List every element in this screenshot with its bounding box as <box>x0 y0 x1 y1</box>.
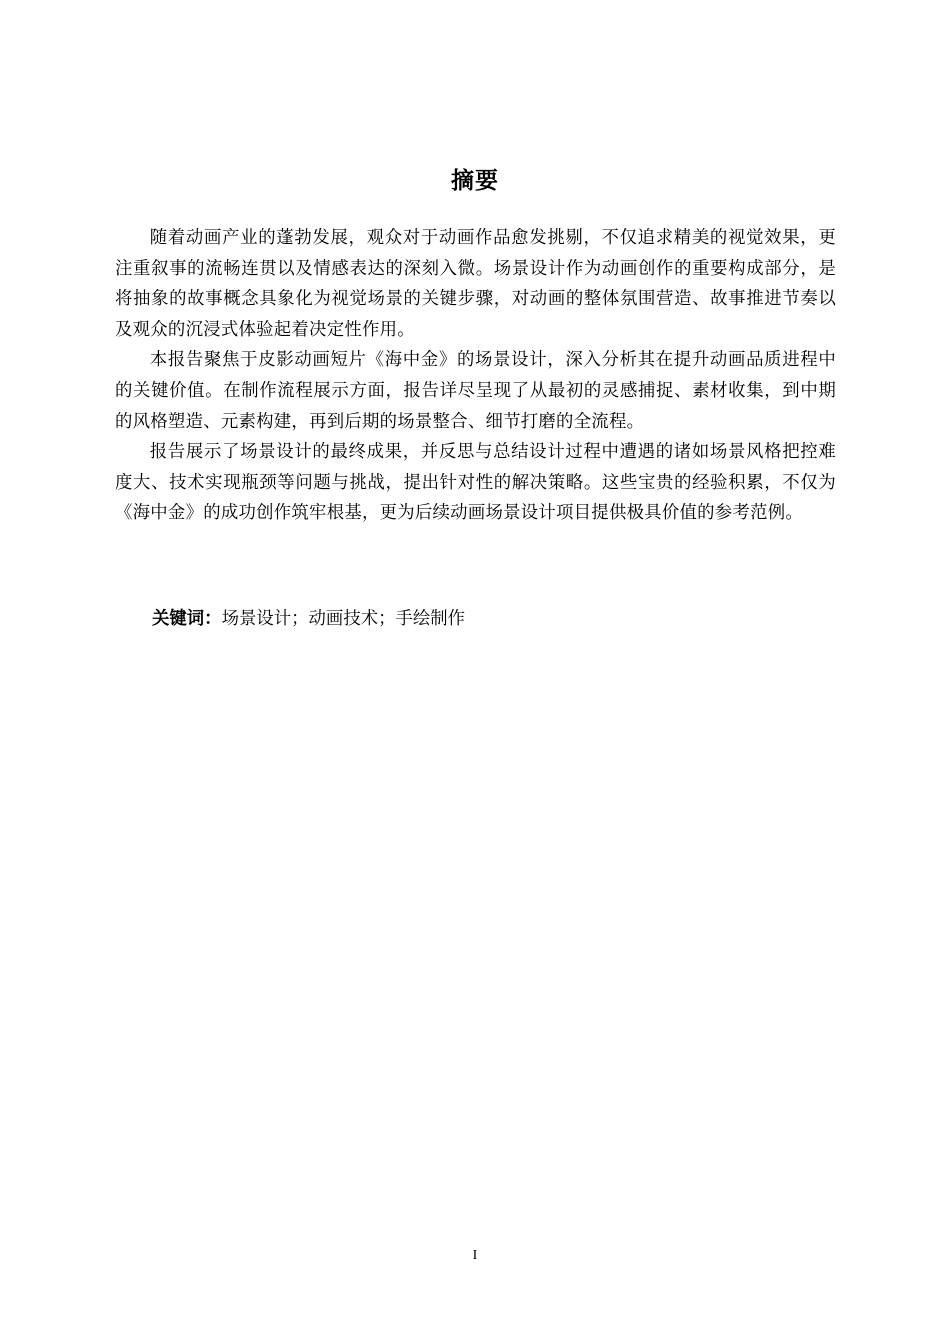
page-number: I <box>472 1248 478 1263</box>
abstract-paragraph-1: 随着动画产业的蓬勃发展，观众对于动画作品愈发挑剔，不仅追求精美的视觉效果，更注重叙事的流畅连贯以及情感表达的深刻入微。场景设计作为动画创作的重要构成部分，是将抽象的故事概念具象化为视觉场景的关键步骤，对动画的整体氛围营造、故事推进节奏以及观众的沉浸式体验起着决定性作用。 <box>115 228 836 340</box>
abstract-paragraph-2: 本报告聚焦于皮影动画短片《海中金》的场景设计，深入分析其在提升动画品质进程中的关键价值。在制作流程展示方面，报告详尽呈现了从最初的灵感捕捉、素材收集，到中期的风格塑造、元素构建，再到后期的场景整合、细节打磨的全流程。 <box>115 350 836 432</box>
keywords-label: 关键词： <box>152 609 222 629</box>
keywords-value: 场景设计；动画技术；手绘制作 <box>221 609 466 629</box>
abstract-body <box>115 223 836 529</box>
keywords-line <box>152 604 465 634</box>
abstract-paragraph-3: 报告展示了场景设计的最终成果，并反思与总结设计过程中遭遇的诸如场景风格把控难度大、技术实现瓶颈等问题与挑战，提出针对性的解决策略。这些宝贵的经验积累，不仅为《海中金》的成功创作筑牢根基，更为后续动画场景设计项目提供极具价值的参考范例。 <box>115 442 836 524</box>
abstract-title: 摘要 <box>451 168 499 194</box>
